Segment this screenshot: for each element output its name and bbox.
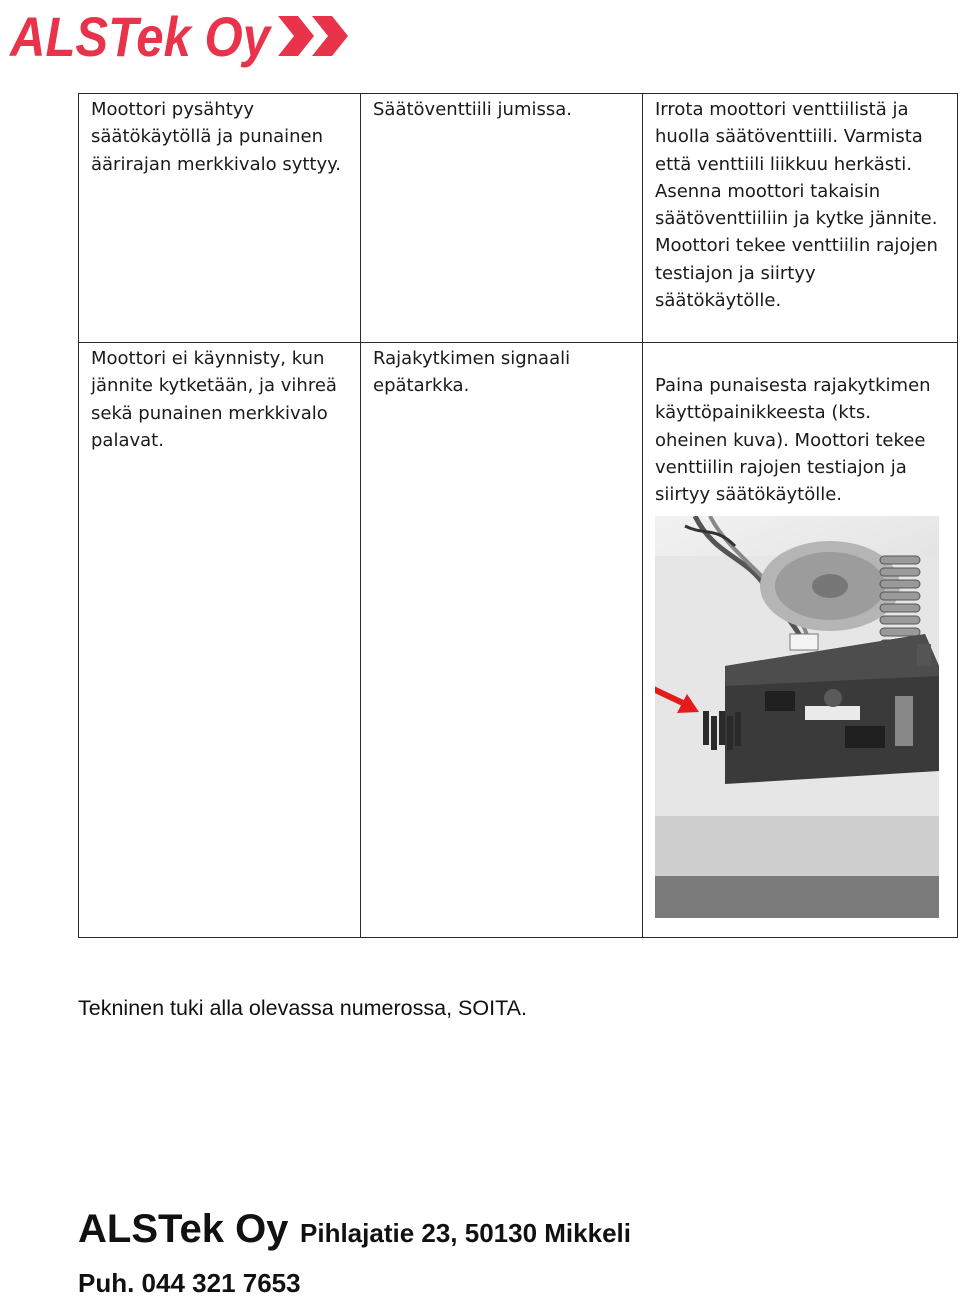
fix-cell <box>643 343 958 938</box>
table-row <box>79 94 958 343</box>
company-logo <box>8 4 353 68</box>
footer-company-name: ALSTek Oy <box>78 1207 289 1251</box>
problem-cell: Moottori pysähtyy säätökäytöllä ja punainen äärirajan merkkivalo syttyy. <box>79 94 361 343</box>
cell-spacer <box>655 345 945 372</box>
logo-text: ALSTek Oy <box>8 5 273 68</box>
circuit-board-photo <box>655 516 939 918</box>
footer-phone: Puh. 044 321 7653 <box>78 1268 301 1298</box>
limit-switch-button <box>703 711 741 750</box>
fix-text: Paina punaisesta rajakytkimen käyttöpainikkeesta (kts. oheinen kuva). Moottori tekee venttiilin rajojen testiajon ja siirtyy säätökäytölle. <box>655 375 931 506</box>
fix-cell: Irrota moottori venttiilistä ja huolla säätöventtiili. Varmista että venttiili liikkuu herkästi. Asenna moottori takaisin säätöventtiiliin ja kytke jännite. Moottori tekee venttiilin rajojen testiajon ja siirtyy säätökäytölle. <box>643 94 958 343</box>
cause-cell: Rajakytkimen signaali epätarkka. <box>361 343 643 938</box>
troubleshooting-table <box>78 93 958 938</box>
chevrons-icon <box>278 16 348 56</box>
support-text: Tekninen tuki alla olevassa numerossa, SOITA. <box>78 996 527 1020</box>
table-row <box>79 343 958 938</box>
cause-cell: Säätöventtiili jumissa. <box>361 94 643 343</box>
problem-cell: Moottori ei käynnisty, kun jännite kytketään, ja vihreä sekä punainen merkkivalo palavat. <box>79 343 361 938</box>
footer-address: Pihlajatie 23, 50130 Mikkeli <box>300 1218 631 1248</box>
